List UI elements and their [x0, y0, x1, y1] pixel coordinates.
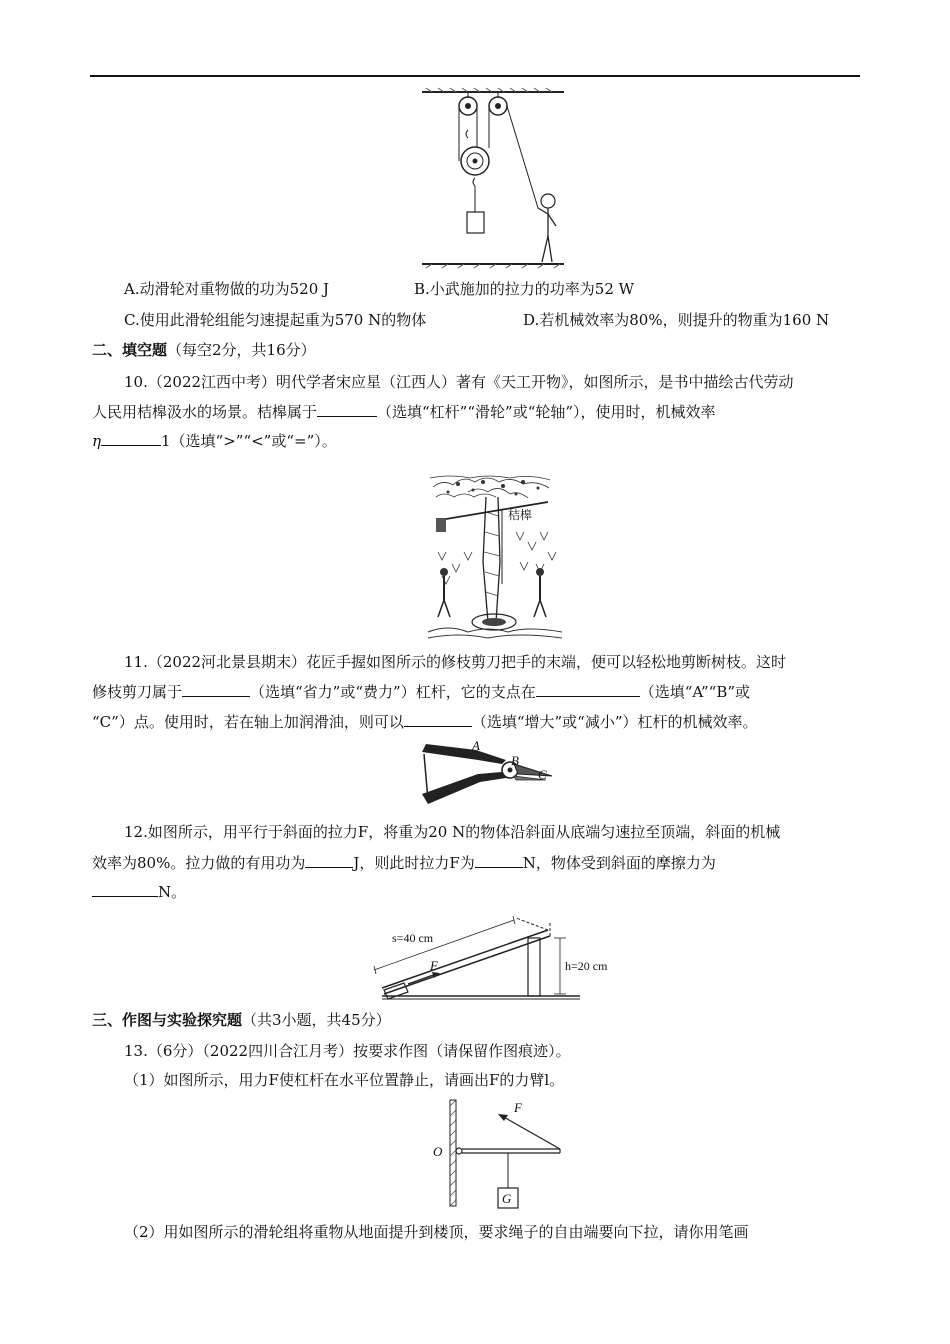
pulley-figure	[418, 86, 568, 268]
q12-text-a: 效率为80%。拉力做的有用功为	[92, 854, 306, 872]
lever-label-g: G	[502, 1191, 512, 1206]
q10-text-c: 1（选填“>”“<”或“=”）。	[161, 432, 337, 450]
section2-heading	[92, 340, 316, 360]
section3-heading	[92, 1010, 391, 1030]
q9-option-d: D.若机械效率为80%，则提升的物重为160 N	[523, 311, 830, 329]
q12-line3	[92, 881, 186, 902]
q13-sub1: （1）如图所示，用力F使杠杆在水平位置静止，请画出F的力臂l。	[124, 1071, 565, 1089]
q11-text-e: （选填“增大”或“减小”）杠杆的机械效率。	[471, 713, 758, 731]
well-sweep-figure	[428, 472, 562, 642]
q10-line2	[92, 401, 716, 422]
section2-title: 二、填空题	[92, 341, 168, 359]
q12-blank-3[interactable]	[92, 881, 158, 897]
section3-title: 三、作图与实验探究题	[92, 1011, 243, 1029]
q9-option-b: B.小武施加的拉力的功率为52 W	[414, 280, 635, 298]
q11-line1: 11.（2022河北景县期末）花匠手握如图所示的修枝剪刀把手的末端，便可以轻松地剪断树枝。这时	[124, 653, 787, 671]
shears-label-c: C	[538, 767, 547, 782]
incline-label-s: s=40 cm	[392, 931, 434, 945]
q12-line1: 12.如图所示，用平行于斜面的拉力F，将重为20 N的物体沿斜面从底端匀速拉至顶端，斜面的机械	[124, 823, 781, 841]
incline-label-h: h=20 cm	[565, 959, 608, 973]
q11-line2	[92, 681, 750, 702]
q10-text-a: 人民用桔槔汲水的场景。桔槔属于	[92, 403, 318, 421]
header-rule	[90, 75, 860, 77]
q11-blank-3[interactable]	[404, 711, 472, 727]
q12-text-c: N，物体受到斜面的摩擦力为	[522, 854, 716, 872]
q10-text-b: （选填“杠杆”“滑轮”或“轮轴”），使用时，机械效率	[377, 403, 716, 421]
q11-text-b: （选填“省力”或“费力”）杠杆，它的支点在	[250, 683, 536, 701]
q11-blank-2[interactable]	[536, 681, 640, 697]
lever-label-o: O	[433, 1144, 443, 1159]
lever-label-f: F	[514, 1100, 522, 1115]
q10-line1: 10.（2022江西中考）明代学者宋应星（江西人）著有《天工开物》，如图所示，是书中描绘古代劳动	[124, 373, 794, 391]
q12-line2	[92, 852, 716, 873]
q9-option-a: A.动滑轮对重物做的功为520 J	[124, 280, 330, 298]
q12-text-d: N。	[158, 883, 187, 901]
shears-figure	[418, 738, 558, 812]
well-sweep-label: 桔槔	[508, 508, 533, 522]
shears-label-b: B	[511, 753, 519, 768]
q13-sub2: （2）用如图所示的滑轮组将重物从地面提升到楼顶，要求绳子的自由端要向下拉，请你用笔画	[124, 1223, 749, 1241]
q10-line3	[92, 430, 337, 451]
q12-text-b: J，则此时拉力F为	[353, 854, 475, 872]
lever-figure	[428, 1096, 568, 1212]
q12-blank-2[interactable]	[475, 852, 523, 868]
q10-blank-2[interactable]	[101, 430, 161, 446]
q10-eta: η	[92, 432, 101, 450]
q11-text-d: “C”）点。使用时，若在轴上加润滑油，则可以	[92, 713, 404, 731]
shears-label-a: A	[472, 738, 480, 753]
q11-blank-1[interactable]	[182, 681, 250, 697]
q12-blank-1[interactable]	[305, 852, 353, 868]
q11-text-c: （选填“A”“B”或	[639, 683, 751, 701]
incline-label-f: F	[430, 958, 438, 973]
q9-option-c: C.使用此滑轮组能匀速提起重为570 N的物体	[124, 311, 427, 329]
q11-line3	[92, 711, 758, 732]
q10-blank-1[interactable]	[317, 401, 377, 417]
incline-figure	[368, 908, 608, 1002]
section2-note: （每空2分，共16分）	[167, 341, 316, 359]
section3-note: （共3小题，共45分）	[242, 1011, 391, 1029]
q11-text-a: 修枝剪刀属于	[92, 683, 183, 701]
q13-line1: 13.（6分）（2022四川合江月考）按要求作图（请保留作图痕迹）。	[124, 1042, 571, 1060]
